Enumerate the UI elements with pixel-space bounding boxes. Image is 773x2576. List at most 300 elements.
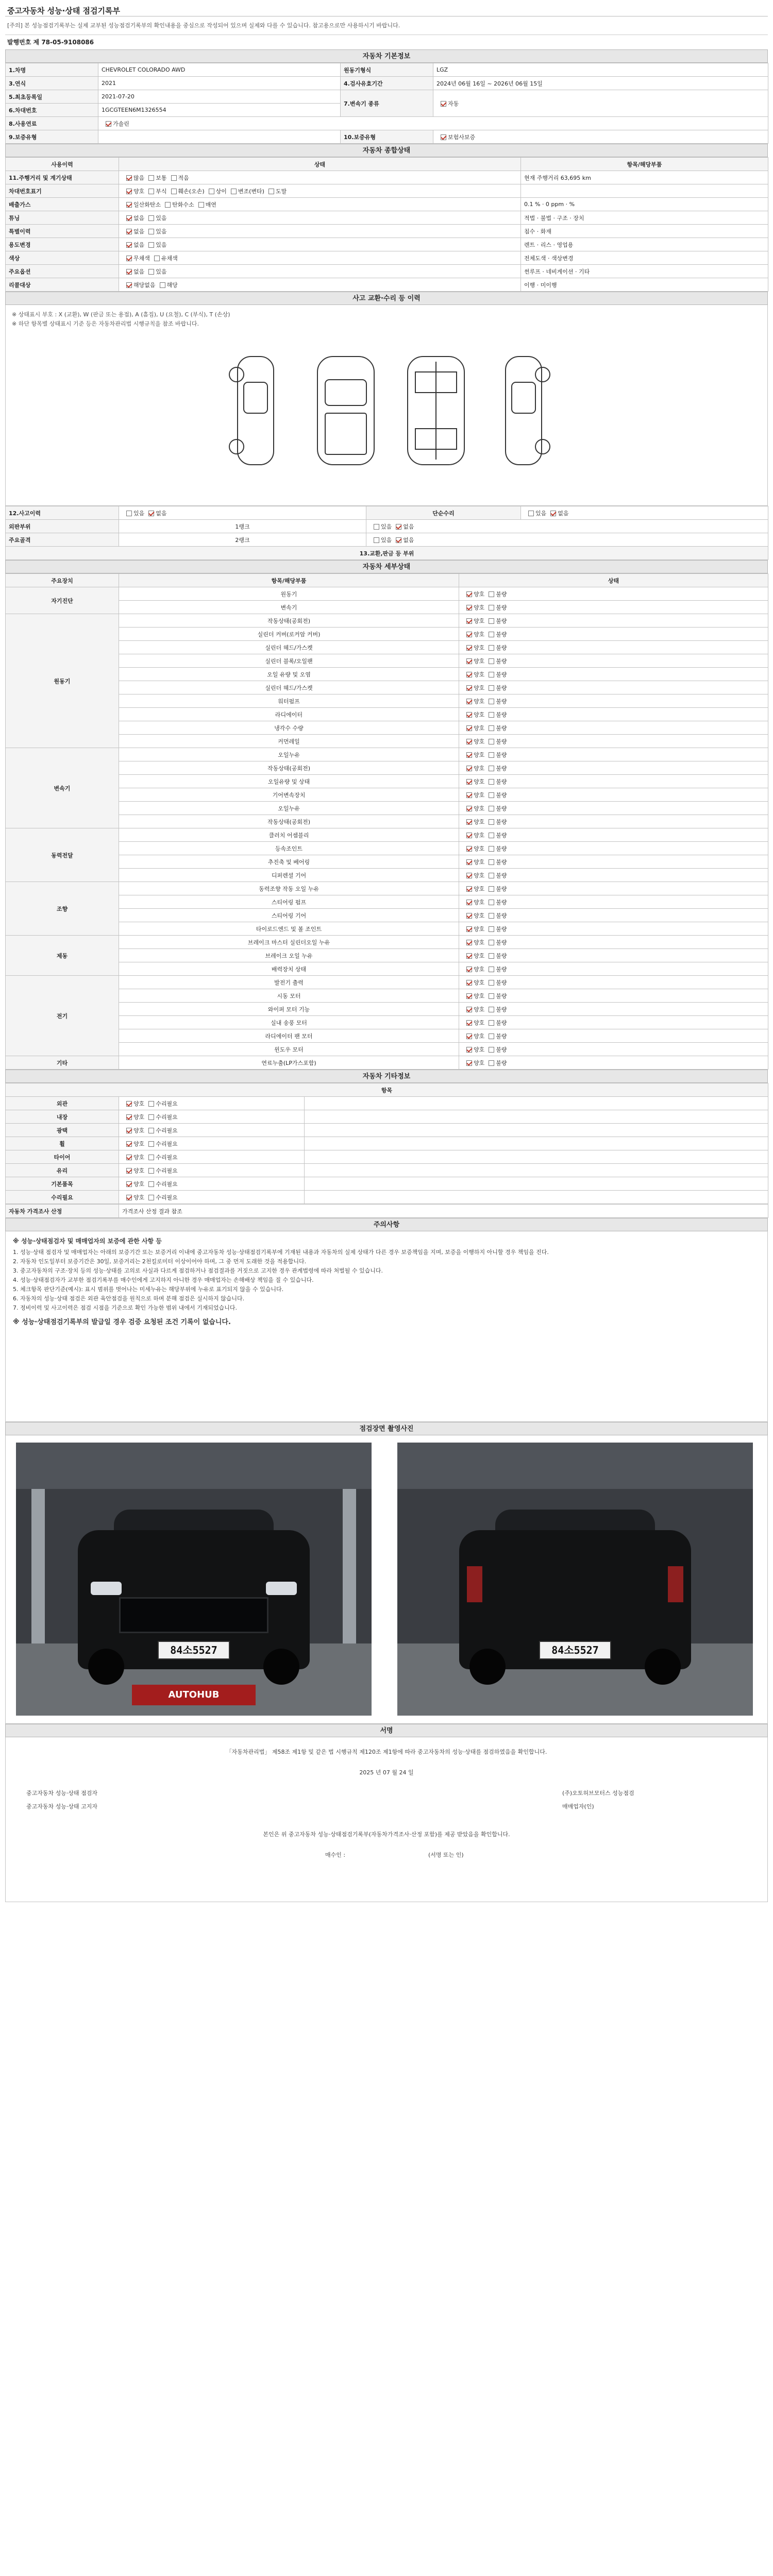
- field-label: 자동차 가격조사 산정: [6, 1205, 119, 1218]
- item-label: 냉각수 수량: [119, 721, 459, 735]
- item-label: 수리필요: [6, 1191, 119, 1204]
- checkbox: [148, 189, 154, 194]
- signature-header: 서명: [5, 1724, 768, 1737]
- item-state: [459, 761, 768, 775]
- column-header: 항목/해당부품: [521, 158, 768, 171]
- field-value: [433, 90, 768, 117]
- checkbox-label: 무채색: [133, 255, 150, 262]
- notes-line: 5. 체크항목 판단기준(예시): 표시 범위를 벗어나는 미세누유는 해당부위에 누유로 표기되지 않을 수 있습니다.: [13, 1286, 284, 1293]
- checkbox-checked: [466, 1020, 472, 1026]
- item-label: 추진축 및 베어링: [119, 855, 459, 869]
- checkbox-label: 불량: [496, 1046, 507, 1053]
- item-label: 외관: [6, 1097, 119, 1110]
- table-row: [6, 90, 768, 104]
- checkbox-label: 불량: [496, 671, 507, 678]
- checkbox-checked: [466, 752, 472, 758]
- checkbox: [489, 712, 494, 718]
- item-state: [119, 1150, 305, 1164]
- checkbox-label: 수리필요: [156, 1127, 178, 1134]
- receipt-text: 본인은 위 중고자동차 성능·상태점검기록부(자동차가격조사·산정 포함)를 제공 받았음을 확인합니다.: [263, 1831, 510, 1838]
- checkbox-checked: [126, 175, 132, 181]
- signature-statement: 「자동차관리법」 제58조 제1항 및 같은 법 시행규칙 제120조 제1항에 따라 중고자동차의 성능·상태를 점검하였음을 확인합니다.: [226, 1749, 547, 1755]
- checkbox: [148, 1168, 154, 1174]
- license-plate: 84소5527: [539, 1641, 611, 1659]
- checkbox-label: 양호: [474, 791, 485, 799]
- table-row: [6, 668, 768, 681]
- table-row: [6, 520, 768, 533]
- checkbox-checked: [466, 833, 472, 838]
- photo-ceiling: [16, 1443, 372, 1489]
- checkbox-checked: [466, 873, 472, 878]
- checkbox: [489, 900, 494, 905]
- field-value: 가격조사 산정 결과 참조: [119, 1205, 768, 1218]
- checkbox-label: 양호: [474, 738, 485, 745]
- checkbox: [489, 967, 494, 972]
- item-label: 실린더 블록/오일팬: [119, 654, 459, 668]
- table-row: [6, 601, 768, 614]
- table-row: [6, 506, 768, 520]
- column-header: 주요장치: [6, 574, 119, 587]
- legend: [12, 310, 230, 329]
- table-row: [6, 533, 768, 547]
- table-row: [6, 63, 768, 77]
- basic-info-table: [5, 63, 768, 144]
- table-row: [6, 614, 768, 628]
- checkbox: [489, 591, 494, 597]
- table-row: [6, 694, 768, 708]
- item-extra: [305, 1110, 768, 1124]
- checkbox-checked: [466, 913, 472, 919]
- item-label: 클러치 어셈블리: [119, 828, 459, 842]
- checkbox-checked: [466, 1060, 472, 1066]
- checkbox-checked: [126, 189, 132, 194]
- checkbox-checked: [126, 1168, 132, 1174]
- item-label: 배력장치 상태: [119, 962, 459, 976]
- item-label: 스티어링 기어: [119, 909, 459, 922]
- lift-post: [31, 1489, 45, 1643]
- item-label: 유리: [6, 1164, 119, 1177]
- field-label: 단순수리: [366, 506, 521, 520]
- checkbox-label: 양호: [133, 1113, 145, 1121]
- item-state: [459, 681, 768, 694]
- field-value: [119, 198, 521, 211]
- table-row: [6, 721, 768, 735]
- checkbox-label: 있음: [156, 241, 167, 248]
- checkbox-label: 불량: [496, 617, 507, 624]
- table-row: [6, 802, 768, 815]
- item-label: 라디에이터 팬 모터: [119, 1029, 459, 1043]
- buyer-label: 매수인 :: [325, 1852, 346, 1858]
- checkbox-label: 불량: [496, 872, 507, 879]
- column-header: 상태: [459, 574, 768, 587]
- table-row: [6, 815, 768, 828]
- checkbox-label: 양호: [474, 751, 485, 758]
- item-state: [459, 788, 768, 802]
- checkbox: [209, 189, 214, 194]
- table-row: [6, 895, 768, 909]
- field-value: CHEVROLET COLORADO AWD: [98, 63, 341, 77]
- field-label: 원동기형식: [341, 63, 433, 77]
- item-extra: [305, 1191, 768, 1204]
- checkbox-label: 불량: [496, 979, 507, 986]
- table-row: [6, 828, 768, 842]
- checkbox-label: 수리필요: [156, 1140, 178, 1147]
- checkbox-label: 불량: [496, 778, 507, 785]
- checkbox-checked: [126, 282, 132, 288]
- checkbox-label: 양호: [474, 657, 485, 665]
- checkbox: [489, 685, 494, 691]
- checkbox: [126, 511, 132, 516]
- table-row: [6, 681, 768, 694]
- group-label: 전기: [6, 976, 119, 1056]
- notes-line: 6. 자동차의 성능·상태 점검은 외관 육안점검을 원칙으로 하며 분해 점검은 실시하지 않습니다.: [13, 1295, 245, 1302]
- item-label: 기본품목: [6, 1177, 119, 1191]
- field-value: 현재 주행거리 63,695 km: [521, 171, 768, 184]
- checkbox-label: 불량: [496, 657, 507, 665]
- car-diagram-area: [5, 305, 768, 506]
- checkbox-label: 수리필요: [156, 1113, 178, 1121]
- checkbox: [489, 725, 494, 731]
- seller-label: 중고자동차 성능·상태 고지자: [26, 1803, 98, 1810]
- checkbox: [489, 699, 494, 704]
- item-label: 동력조향 작동 오일 누유: [119, 882, 459, 895]
- table-row: [6, 1177, 768, 1191]
- checkbox: [148, 1141, 154, 1147]
- certificate-number: 발행번호 제 78-05-9108086: [7, 39, 94, 46]
- car-bottom-view-icon: [408, 357, 464, 465]
- field-value: 이행 · 미이행: [521, 278, 768, 292]
- checkbox-checked: [148, 511, 154, 516]
- detail-state-table: [5, 573, 768, 1070]
- checkbox: [489, 618, 494, 624]
- checkbox-label: 불량: [496, 765, 507, 772]
- table-row: [6, 1003, 768, 1016]
- checkbox-label: 양호: [474, 590, 485, 598]
- checkbox-checked: [466, 886, 472, 892]
- field-value: 전체도색 · 색상변경: [521, 251, 768, 265]
- checkbox-checked: [126, 1181, 132, 1187]
- item-state: [459, 1043, 768, 1056]
- item-label: 광택: [6, 1124, 119, 1137]
- checkbox-checked: [441, 134, 446, 140]
- checkbox-checked: [466, 859, 472, 865]
- checkbox-label: 수리필요: [156, 1167, 178, 1174]
- fuel-value: 가솔린: [113, 120, 129, 127]
- car-diagram: [227, 351, 557, 470]
- item-label: 윈도우 모터: [119, 1043, 459, 1056]
- checkbox: [148, 215, 154, 221]
- table-row: [6, 171, 768, 184]
- group-label: 자기진단: [6, 587, 119, 614]
- table-row: [6, 1164, 768, 1177]
- field-label: 8.사용연료: [6, 117, 98, 130]
- item-state: [119, 1124, 305, 1137]
- checkbox: [160, 282, 165, 288]
- checkbox-checked: [466, 779, 472, 785]
- checkbox-label: 불량: [496, 1059, 507, 1066]
- item-label: 기어변속장치: [119, 788, 459, 802]
- table-row: [6, 976, 768, 989]
- grille: [119, 1597, 268, 1633]
- checkbox-checked: [466, 685, 472, 691]
- checkbox-checked: [466, 926, 472, 932]
- checkbox: [148, 242, 154, 248]
- notes-line: 7. 정비이력 및 사고이력은 점검 시점을 기준으로 확인 가능한 범위 내에서 기재되었습니다.: [13, 1304, 237, 1311]
- field-label: 리콜대상: [6, 278, 119, 292]
- field-label: 1.차명: [6, 63, 98, 77]
- checkbox: [489, 1020, 494, 1026]
- checkbox-checked: [466, 993, 472, 999]
- field-label: 3.연식: [6, 77, 98, 90]
- section-subheader: 13.교환,판금 등 부위: [6, 547, 768, 560]
- checkbox: [148, 1128, 154, 1133]
- item-label: 작동상태(공회전): [119, 761, 459, 775]
- checkbox-label: 유채색: [161, 255, 178, 262]
- photos-header: 점검장면 촬영사진: [5, 1422, 768, 1435]
- notice-text: [주의] 본 성능점검기록부는 실제 교부된 성능점검기록부의 확인내용을 중심으로 작성되어 있으며 실제와 다를 수 있습니다. 참고용으로만 사용하시기 바랍니다.: [5, 16, 768, 35]
- checkbox: [154, 256, 160, 261]
- field-value: 렌트 · 리스 · 영업용: [521, 238, 768, 251]
- checkbox: [489, 833, 494, 838]
- item-label: 디퍼렌셜 기어: [119, 869, 459, 882]
- headlight: [266, 1582, 297, 1595]
- item-state: [459, 694, 768, 708]
- checkbox-label: 양호: [474, 631, 485, 638]
- checkbox-checked: [126, 1128, 132, 1133]
- item-state: [119, 1177, 305, 1191]
- item-state: [459, 735, 768, 748]
- checkbox-label: 수리필요: [156, 1180, 178, 1188]
- checkbox: [148, 1181, 154, 1187]
- checkbox-checked: [550, 511, 556, 516]
- item-label: 브레이크 마스터 실린더오일 누유: [119, 936, 459, 949]
- item-state: [459, 936, 768, 949]
- checkbox-checked: [466, 712, 472, 718]
- checkbox: [489, 873, 494, 878]
- checkbox-checked: [126, 1155, 132, 1160]
- item-state: [459, 828, 768, 842]
- checkbox-label: 양호: [474, 872, 485, 879]
- table-row: [6, 117, 768, 130]
- rear-photo: [397, 1443, 753, 1716]
- table-row: [6, 962, 768, 976]
- checkbox-checked: [466, 846, 472, 852]
- field-label: 외판부위: [6, 520, 119, 533]
- item-label: 와이퍼 모터 기능: [119, 1003, 459, 1016]
- checkbox-label: 불량: [496, 604, 507, 611]
- checkbox-label: 양호: [474, 952, 485, 959]
- field-value: 0.1 % · 0 ppm · %: [521, 198, 768, 211]
- notes-line: 4. 성능·상태점검자가 교부한 점검기록부를 매수인에게 고지하지 아니한 경우 매매업자는 손해배상 책임을 질 수 있습니다.: [13, 1277, 314, 1283]
- checkbox-label: 불량: [496, 698, 507, 705]
- item-label: 오일 유량 및 오염: [119, 668, 459, 681]
- checkbox-checked: [466, 806, 472, 811]
- checkbox: [374, 537, 379, 543]
- table-row: [6, 184, 768, 198]
- checkbox: [171, 175, 177, 181]
- checkbox: [489, 605, 494, 611]
- item-label: 시동 모터: [119, 989, 459, 1003]
- checkbox-label: 불량: [496, 818, 507, 825]
- group-label: 변속기: [6, 748, 119, 828]
- item-state: [459, 815, 768, 828]
- checkbox: [489, 632, 494, 637]
- checkbox: [489, 859, 494, 865]
- table-row: [6, 936, 768, 949]
- checkbox-label: 불량: [496, 858, 507, 866]
- checkbox-label: 양호: [133, 188, 145, 195]
- checkbox-checked: [466, 672, 472, 677]
- checkbox-label: 불량: [496, 1006, 507, 1013]
- checkbox-checked: [126, 269, 132, 275]
- buyer-sign: (서명 또는 인): [428, 1852, 464, 1858]
- checkbox-checked: [106, 121, 111, 127]
- checkbox-checked: [126, 1114, 132, 1120]
- checkbox-label: 불량: [496, 845, 507, 852]
- checkbox-checked: [126, 1101, 132, 1107]
- field-label: 4.검사유효기간: [341, 77, 433, 90]
- checkbox: [148, 1195, 154, 1200]
- table-row: [6, 574, 768, 587]
- checkbox-label: 불량: [496, 939, 507, 946]
- group-label: 조향: [6, 882, 119, 936]
- group-label: 동력전달: [6, 828, 119, 882]
- car-left-view-icon: [229, 357, 274, 465]
- table-row: [6, 251, 768, 265]
- item-label: 실내 송풍 모터: [119, 1016, 459, 1029]
- basic-info-header: 자동차 기본정보: [5, 49, 768, 63]
- checkbox-checked: [466, 792, 472, 798]
- checkbox-label: 불량: [496, 644, 507, 651]
- checkbox-label: 양호: [474, 992, 485, 999]
- checkbox: [489, 846, 494, 852]
- field-value: [119, 278, 521, 292]
- notes-line: 3. 중고자동차의 구조·장치 등의 성능·상태를 고의로 사실과 다르게 점검하거나 점검결과를 거짓으로 고지한 경우 관계법령에 따라 처벌될 수 있습니다.: [13, 1267, 383, 1274]
- group-label: 제동: [6, 936, 119, 976]
- checkbox-checked: [126, 242, 132, 248]
- field-value: 있음 없음: [119, 506, 366, 520]
- checkbox-label: 수리필요: [156, 1154, 178, 1161]
- field-label: 배출가스: [6, 198, 119, 211]
- checkbox-label: 양호: [133, 1127, 145, 1134]
- item-label: 워터펌프: [119, 694, 459, 708]
- item-extra: [305, 1164, 768, 1177]
- checkbox-checked: [466, 632, 472, 637]
- checkbox-label: 훼손(오손): [178, 188, 205, 195]
- column-header: 사용이력: [6, 158, 119, 171]
- photo-ceiling: [397, 1443, 753, 1489]
- warranty-value: 보험사보증: [448, 133, 476, 141]
- checkbox-checked: [466, 605, 472, 611]
- checkbox-label: 양호: [474, 1019, 485, 1026]
- legend-line: ※ 하단 항목별 상태표시 기준 등은 자동차관리법 시행규칙을 참조 바랍니다.: [12, 320, 199, 327]
- checkbox: [528, 511, 534, 516]
- item-label: 연료누출(LP가스포함): [119, 1056, 459, 1070]
- tail-light: [668, 1566, 683, 1602]
- item-label: 실린더 헤드/가스켓: [119, 681, 459, 694]
- notes-line: 2. 자동차 인도일부터 보증기간은 30일, 보증거리는 2천킬로미터 이상이어야 하며, 그 중 먼저 도래한 것을 적용합니다.: [13, 1258, 307, 1265]
- notes-list: [13, 1248, 760, 1313]
- item-label: 타이어: [6, 1150, 119, 1164]
- field-value: 2랭크: [119, 533, 366, 547]
- wheel: [88, 1649, 124, 1685]
- table-row: [6, 1029, 768, 1043]
- checkbox-label: 불량: [496, 590, 507, 598]
- car-right-view-icon: [506, 357, 550, 465]
- field-label: 11.주행거리 및 계기상태: [6, 171, 119, 184]
- item-state: [459, 869, 768, 882]
- checkbox-checked: [466, 953, 472, 959]
- checkbox-label: 양호: [133, 1194, 145, 1201]
- checkbox: [489, 1007, 494, 1012]
- table-row: [6, 735, 768, 748]
- item-label: 등속조인트: [119, 842, 459, 855]
- table-row: [6, 1137, 768, 1150]
- checkbox-label: 양호: [474, 684, 485, 691]
- item-state: [459, 748, 768, 761]
- checkbox: [374, 524, 379, 530]
- checkbox: [148, 1114, 154, 1120]
- checkbox: [198, 202, 204, 208]
- checkbox-label: 없음: [133, 214, 145, 222]
- field-label: 10.보증유형: [341, 130, 433, 144]
- checkbox-label: 불량: [496, 724, 507, 732]
- inspector-label: 중고자동차 성능·상태 점검자: [26, 1790, 98, 1797]
- item-state: [119, 1164, 305, 1177]
- checkbox-label: 양호: [474, 698, 485, 705]
- checkbox-label: 양호: [133, 1100, 145, 1107]
- wheel: [263, 1649, 299, 1685]
- item-state: [459, 882, 768, 895]
- checkbox-checked: [466, 591, 472, 597]
- checkbox-label: 양호: [133, 1154, 145, 1161]
- table-row: [6, 1124, 768, 1137]
- item-state: [459, 922, 768, 936]
- checkbox-checked: [441, 101, 446, 107]
- item-extra: [305, 1137, 768, 1150]
- checkbox-label: 양호: [474, 899, 485, 906]
- checkbox-label: 양호: [474, 617, 485, 624]
- checkbox-checked: [466, 725, 472, 731]
- notes-heading: ※ 성능·상태점검자 및 매매업자의 보증에 관한 사항 등: [13, 1238, 162, 1245]
- checkbox: [489, 779, 494, 785]
- checkbox-label: 불량: [496, 992, 507, 999]
- checkbox: [148, 229, 154, 234]
- item-state: [459, 775, 768, 788]
- item-state: [459, 962, 768, 976]
- table-row: [6, 1083, 768, 1097]
- checkbox: [489, 672, 494, 677]
- table-row: [6, 628, 768, 641]
- item-state: [459, 668, 768, 681]
- table-row: [6, 238, 768, 251]
- item-state: [459, 641, 768, 654]
- item-extra: [305, 1177, 768, 1191]
- checkbox-label: 있음: [156, 268, 167, 275]
- checkbox-checked: [126, 202, 132, 208]
- checkbox-label: 양호: [474, 644, 485, 651]
- checkbox: [489, 792, 494, 798]
- item-state: [459, 587, 768, 601]
- field-label: 5.최초등록일: [6, 90, 98, 104]
- table-row: [6, 641, 768, 654]
- item-extra: [305, 1097, 768, 1110]
- field-value: [119, 238, 521, 251]
- table-row: [6, 882, 768, 895]
- checkbox-label: 불량: [496, 805, 507, 812]
- item-label: 원동기: [119, 587, 459, 601]
- overall-state-header: 자동차 종합상태: [5, 144, 768, 157]
